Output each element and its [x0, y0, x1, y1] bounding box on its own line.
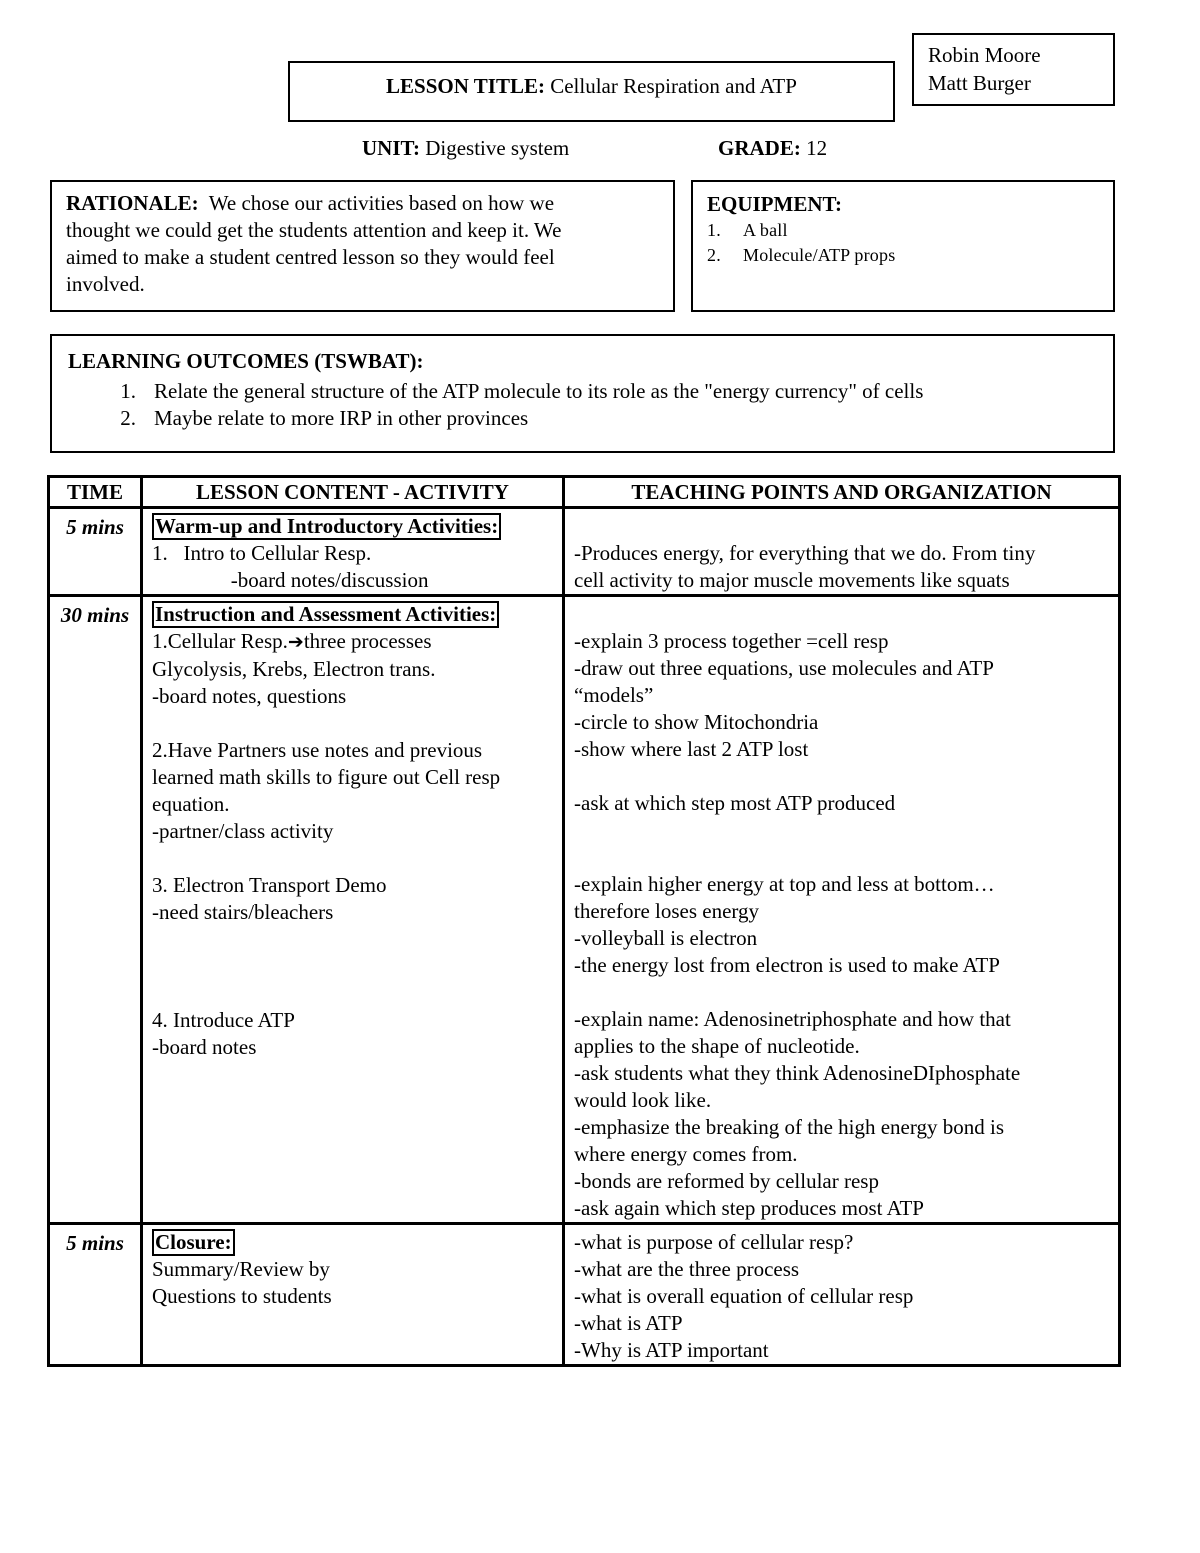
grade-line	[718, 133, 827, 163]
author-name: Robin Moore	[928, 43, 1041, 67]
section-heading: Instruction and Assessment Activities:	[152, 601, 499, 628]
equipment-list	[707, 218, 1099, 268]
learning-outcome-item: 1. Relate the general structure of the ATP molecule to its role as the "energy currency" of cells	[120, 379, 924, 403]
rationale-label: RATIONALE:	[66, 191, 199, 215]
learning-outcomes-box	[50, 334, 1115, 453]
unit-line	[362, 133, 569, 163]
rationale-text: involved.	[66, 272, 145, 296]
learning-outcomes-list	[68, 378, 1097, 432]
lesson-title-box	[288, 61, 895, 122]
learning-outcome-item: 2. Maybe relate to more IRP in other provinces	[120, 406, 529, 430]
header-teaching-points: TEACHING POINTS AND ORGANIZATION	[564, 477, 1120, 508]
unit-value: Digestive system	[425, 136, 570, 160]
content-cell: Instruction and Assessment Activities: 1.Cellular Resp.➔three processes Glycolysis, Krebs, Electron trans. -board notes, questions 2.Have Partners use notes and previous learned math skills to figure out Cell resp equation. -partner/class activity 3. Electron Transport Demo -need stairs/bleachers 4. Introduce ATP -board notes	[142, 596, 564, 1224]
points-cell: -what is purpose of cellular resp? -what are the three process -what is overall equation of cellular resp -what is ATP -Why is ATP important	[564, 1224, 1120, 1366]
author-name: Matt Burger	[928, 71, 1031, 95]
points-cell: -explain 3 process together =cell resp -draw out three equations, use molecules and ATP “models” -circle to show Mitochondria -show where last 2 ATP lost -ask at which step most ATP produced -explain higher energy at top and less at bottom… therefore loses energy -volleyball is electron -the energy lost from electron is used to make ATP -explain name: Adenosinetriphosphate and how that applies to the shape of nucleotide. -ask students what they think AdenosineDIphosphate would look like. -emphasize the breaking of the high energy bond is where energy comes from. -bonds are reformed by cellular resp -ask again which step produces most ATP	[564, 596, 1120, 1224]
learning-outcomes-label: LEARNING OUTCOMES (TSWBAT):	[68, 349, 424, 373]
lesson-title-label: LESSON TITLE:	[386, 74, 545, 98]
arrow-right-icon: ➔	[287, 631, 304, 653]
table-row	[49, 1224, 1120, 1366]
content-cell: Closure: Summary/Review by Questions to students	[142, 1224, 564, 1366]
table-header-row	[49, 477, 1120, 508]
lesson-title-value: Cellular Respiration and ATP	[550, 74, 797, 98]
grade-label: GRADE:	[718, 136, 801, 160]
equipment-item: 2. Molecule/ATP props	[707, 245, 896, 265]
equipment-item: 1. A ball	[707, 220, 788, 240]
rationale-text: We chose our activities based on how we	[208, 191, 555, 215]
table-row	[49, 596, 1120, 1224]
equipment-label: EQUIPMENT:	[707, 192, 842, 216]
header-lesson-content: LESSON CONTENT - ACTIVITY	[142, 477, 564, 508]
section-heading: Warm-up and Introductory Activities:	[152, 513, 501, 540]
rationale-box	[50, 180, 675, 312]
table-row	[49, 508, 1120, 596]
equipment-box	[691, 180, 1115, 312]
lesson-plan-table	[47, 475, 1121, 1367]
unit-label: UNIT:	[362, 136, 420, 160]
header-time: TIME	[49, 477, 142, 508]
rationale-text: thought we could get the students attention and keep it. We	[66, 218, 562, 242]
content-cell: Warm-up and Introductory Activities: 1. Intro to Cellular Resp. -board notes/discussion	[142, 508, 564, 596]
time-cell: 5 mins	[49, 508, 142, 596]
points-cell: -Produces energy, for everything that we do. From tiny cell activity to major muscle movements like squats	[564, 508, 1120, 596]
grade-value: 12	[806, 136, 828, 160]
section-heading: Closure:	[152, 1229, 235, 1256]
rationale-text: aimed to make a student centred lesson so they would feel	[66, 245, 555, 269]
time-cell: 30 mins	[49, 596, 142, 1224]
authors-box	[912, 33, 1115, 106]
time-cell: 5 mins	[49, 1224, 142, 1366]
